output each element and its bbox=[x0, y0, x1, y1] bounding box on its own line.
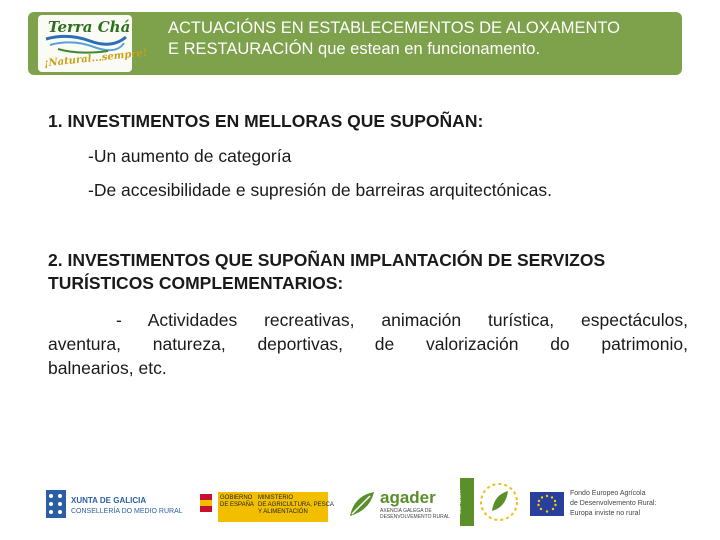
ministerio-line-2: DE AGRICULTURA, PESCA bbox=[258, 502, 334, 508]
ministerio-logo bbox=[198, 484, 334, 524]
section-1-item-2: -De accesibilidade e supresión de barreiras arquitectónicas. bbox=[88, 180, 552, 200]
section-1-item-1: -Un aumento de categoría bbox=[88, 146, 292, 166]
section-2-heading bbox=[48, 249, 688, 295]
leader-star-leaf-icon bbox=[478, 481, 520, 523]
gobierno-line-2: DE ESPAÑA bbox=[220, 502, 254, 508]
section-2-para-line-3: balnearios, etc. bbox=[48, 358, 167, 378]
eu-feader-logo bbox=[530, 484, 680, 524]
section-2-para-line-2: aventura, natureza, deportivas, de valorización do patrimonio, bbox=[48, 334, 688, 354]
section-1-heading: 1. INVESTIMENTOS EN MELLORAS QUE SUPOÑAN: bbox=[48, 111, 484, 131]
leader-label: LEADER bbox=[457, 489, 464, 515]
header-title bbox=[168, 18, 676, 60]
agader-logo bbox=[348, 484, 450, 524]
section-2-para-line-1: - Actividades recreativas, animación turística, espectáculos, bbox=[116, 310, 688, 330]
feader-line-2: de Desenvolvemento Rural: bbox=[570, 500, 657, 507]
feader-line-1: Fondo Europeo Agrícola bbox=[570, 490, 646, 497]
ministerio-line-3: Y ALIMENTACIÓN bbox=[258, 509, 308, 515]
agader-sub-2: DESENVOLVEMENTO RURAL bbox=[380, 514, 450, 520]
agader-sub-1: AXENCIA GALEGA DE bbox=[380, 508, 432, 514]
logo-text-bottom: ¡Natural...sempre! bbox=[43, 47, 148, 70]
ministerio-line-1: MINISTERIO bbox=[258, 495, 294, 501]
xunta-conselleria: CONSELLERÍA DO MEDIO RURAL bbox=[71, 508, 183, 515]
section-2-paragraph bbox=[48, 308, 688, 380]
section-2-heading-line-2: TURÍSTICOS COMPLEMENTARIOS: bbox=[48, 273, 344, 293]
agader-leaf-icon bbox=[348, 490, 376, 518]
xunta-name: XUNTA DE GALICIA bbox=[71, 496, 147, 505]
eu-flag-icon bbox=[530, 492, 564, 516]
header-title-line-1: ACTUACIÓNS EN ESTABLECEMENTOS DE ALOXAMENTO bbox=[168, 19, 621, 37]
gobierno-line-1: GOBIERNO bbox=[220, 495, 253, 501]
header-title-line-2: E RESTAURACIÓN que estean en funcionamento. bbox=[168, 40, 541, 58]
terra-cha-logo bbox=[38, 15, 148, 72]
logo-text-top: Terra Chá bbox=[48, 18, 131, 36]
leader-logo bbox=[457, 478, 522, 526]
feader-line-3: Europa inviste no rural bbox=[570, 510, 641, 517]
xunta-flag-icon bbox=[46, 490, 66, 518]
agader-name: agader bbox=[380, 488, 436, 507]
spain-shield-icon bbox=[198, 492, 214, 516]
section-2-heading-line-1: 2. INVESTIMENTOS QUE SUPOÑAN IMPLANTACIÓN DE SERVIZOS bbox=[48, 250, 606, 270]
xunta-galicia-logo bbox=[46, 484, 183, 524]
